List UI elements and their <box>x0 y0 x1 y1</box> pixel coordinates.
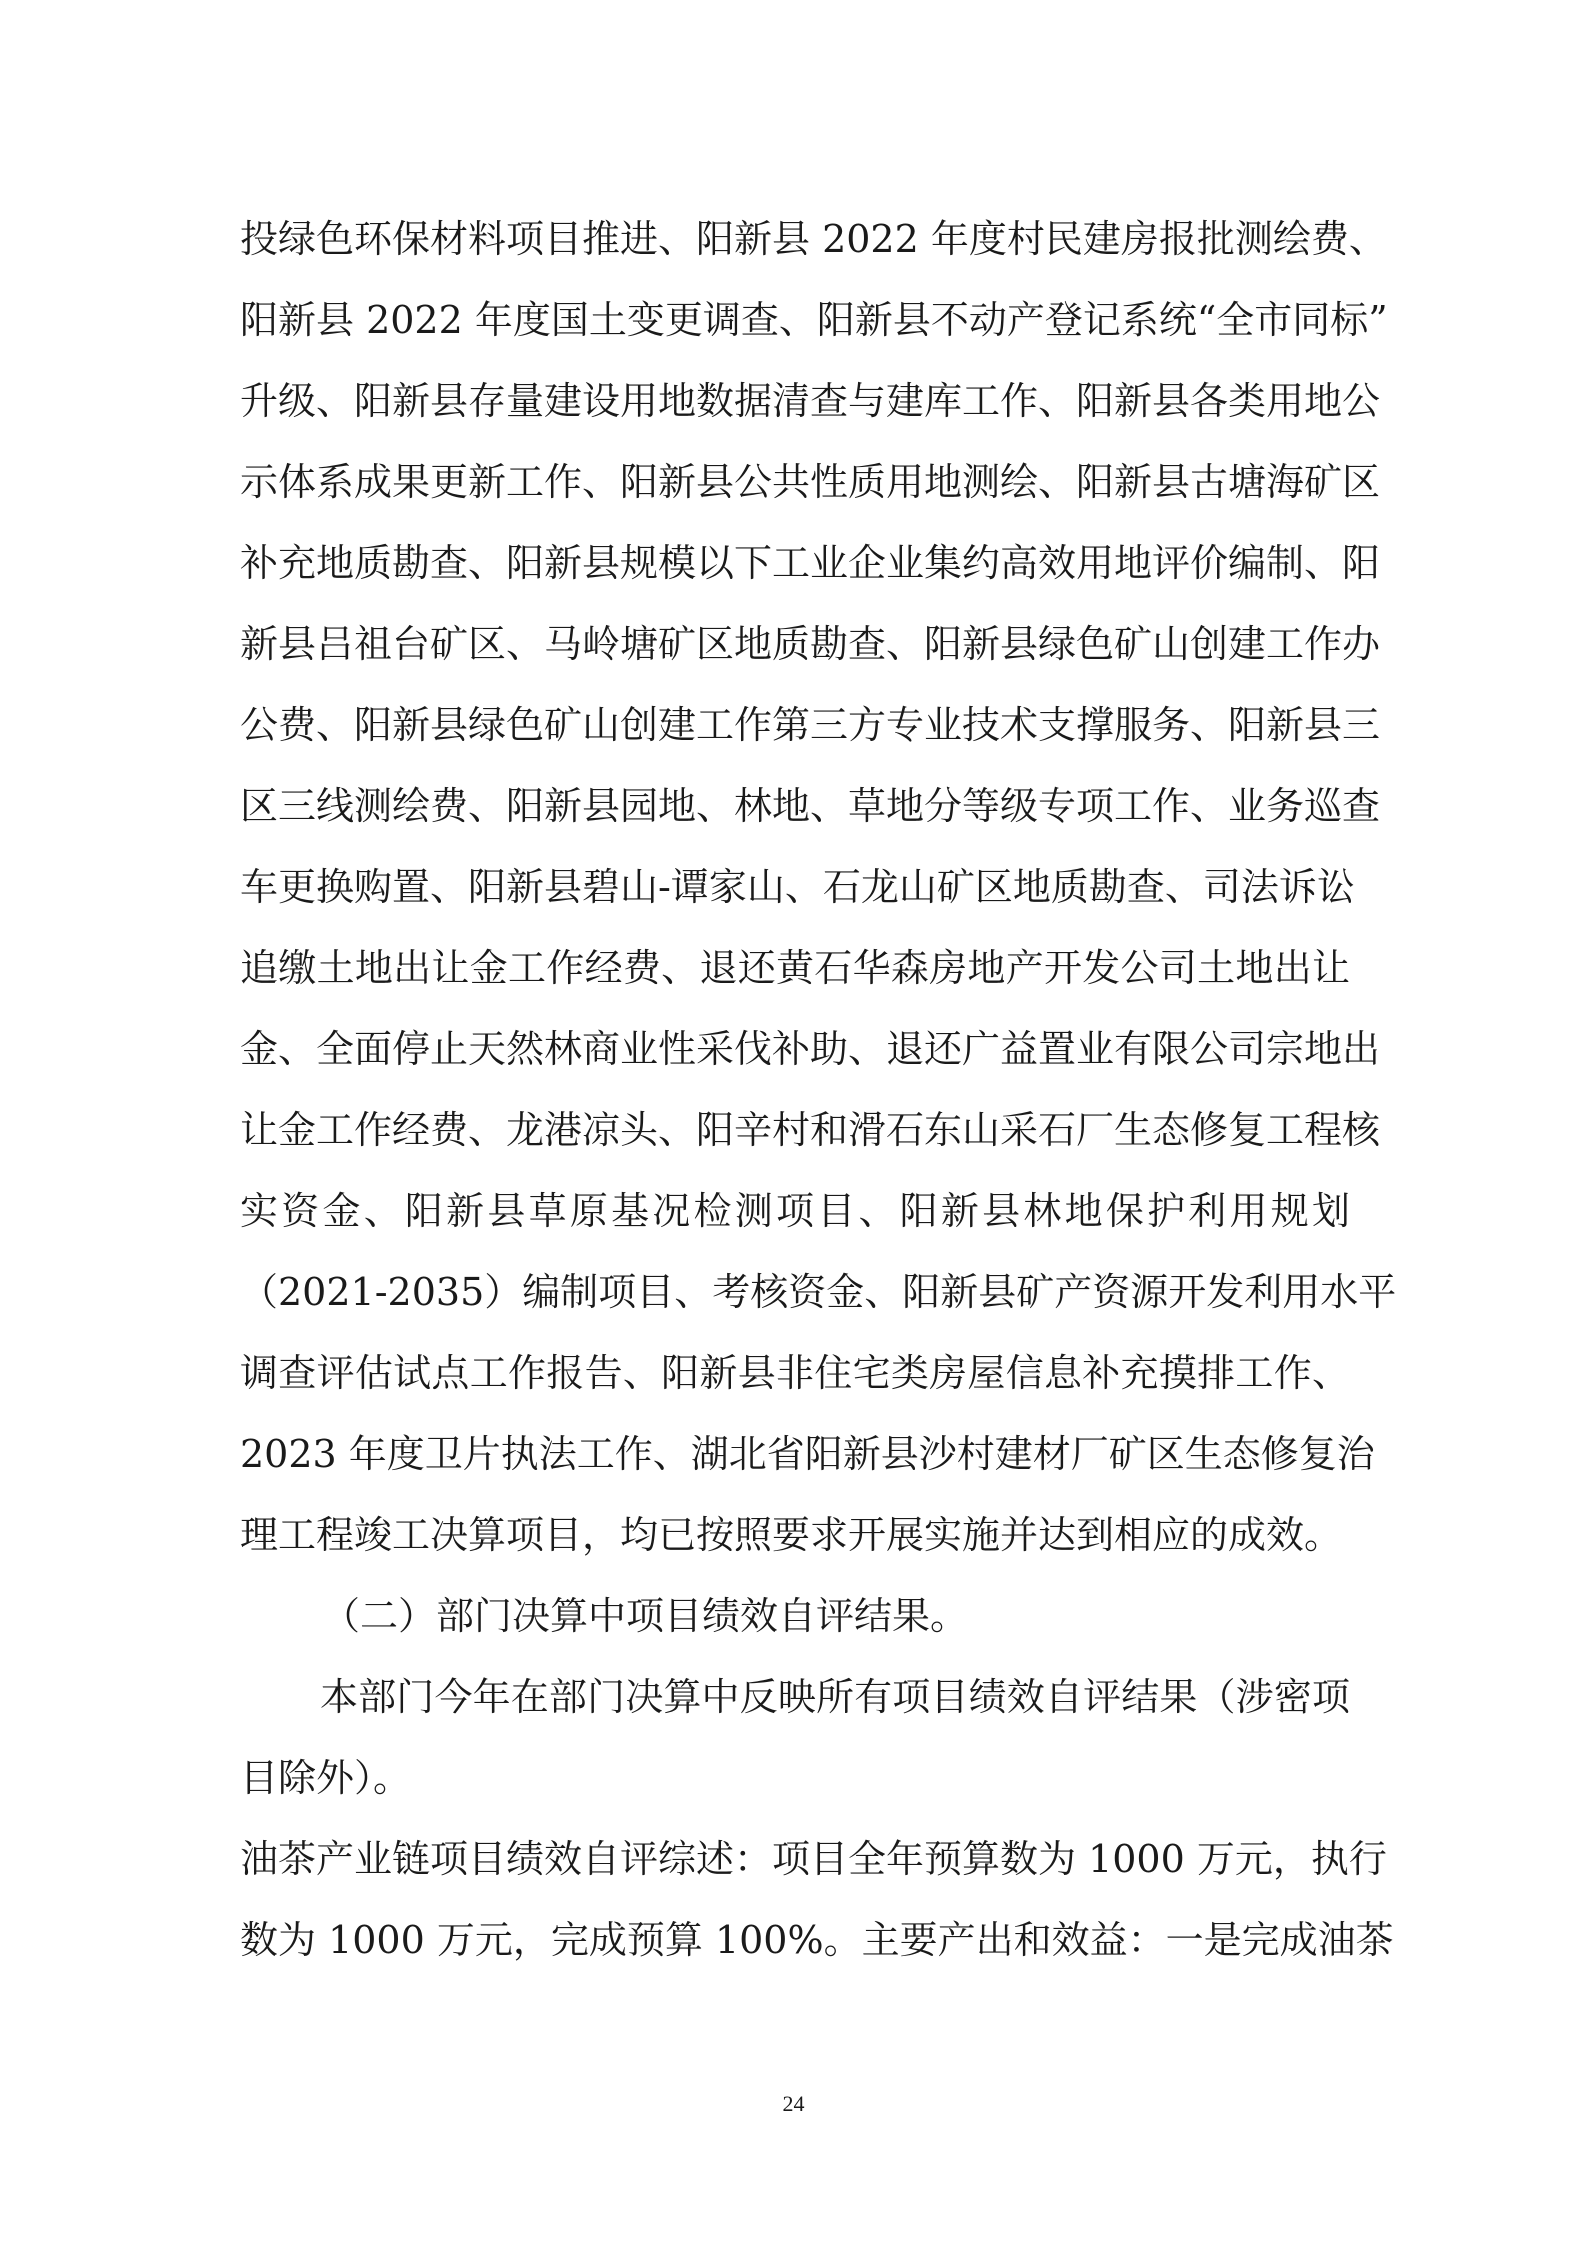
body-text-line: 投绿色环保材料项目推进、阳新县 2022 年度村民建房报批测绘费、 <box>240 217 1387 261</box>
body-text-line: 补充地质勘查、阳新县规模以下工业企业集约高效用地评价编制、阳 <box>240 541 1381 585</box>
paragraph-line: 数为 1000 万元，完成预算 100%。主要产出和效益：一是完成油茶 <box>240 1918 1394 1962</box>
body-text-line: 示体系成果更新工作、阳新县公共性质用地测绘、阳新县古塘海矿区 <box>240 460 1381 504</box>
body-text-line: 金、全面停止天然林商业性采伐补助、退还广益置业有限公司宗地出 <box>240 1027 1381 1071</box>
section-heading: （二）部门决算中项目绩效自评结果。 <box>322 1594 969 1638</box>
body-text-line: 让金工作经费、龙港凉头、阳辛村和滑石东山采石厂生态修复工程核 <box>240 1108 1381 1152</box>
body-text-line: （2021-2035）编制项目、考核资金、阳新县矿产资源开发利用水平 <box>240 1270 1397 1314</box>
body-text-line: 升级、阳新县存量建设用地数据清查与建库工作、阳新县各类用地公 <box>240 379 1381 423</box>
body-text-line: 车更换购置、阳新县碧山-谭家山、石龙山矿区地质勘查、司法诉讼 <box>240 865 1355 909</box>
body-text-line: 公费、阳新县绿色矿山创建工作第三方专业技术支撑服务、阳新县三 <box>240 703 1381 747</box>
body-text-line: 理工程竣工决算项目，均已按照要求开展实施并达到相应的成效。 <box>240 1513 1343 1557</box>
body-text-line: 追缴土地出让金工作经费、退还黄石华森房地产开发公司土地出让 <box>240 946 1350 990</box>
body-text-line: 区三线测绘费、阳新县园地、林地、草地分等级专项工作、业务巡查 <box>240 784 1381 828</box>
body-text-line: 调查评估试点工作报告、阳新县非住宅类房屋信息补充摸排工作、 <box>240 1351 1350 1395</box>
body-text-line: 阳新县 2022 年度国土变更调查、阳新县不动产登记系统“全市同标” <box>240 298 1388 342</box>
body-text-line: 2023 年度卫片执法工作、湖北省阳新县沙村建材厂矿区生态修复治 <box>240 1432 1375 1476</box>
paragraph-line: 本部门今年在部门决算中反映所有项目绩效自评结果（涉密项 <box>320 1675 1350 1719</box>
body-text-line: 新县吕祖台矿区、马岭塘矿区地质勘查、阳新县绿色矿山创建工作办 <box>240 622 1381 666</box>
paragraph-line: 油茶产业链项目绩效自评综述：项目全年预算数为 1000 万元，执行 <box>240 1837 1387 1881</box>
page-number: 24 <box>782 2091 805 2116</box>
paragraph-line: 目除外）。 <box>240 1756 412 1800</box>
body-text-line: 实资金、阳新县草原基况检测项目、阳新县林地保护利用规划 <box>240 1189 1350 1233</box>
